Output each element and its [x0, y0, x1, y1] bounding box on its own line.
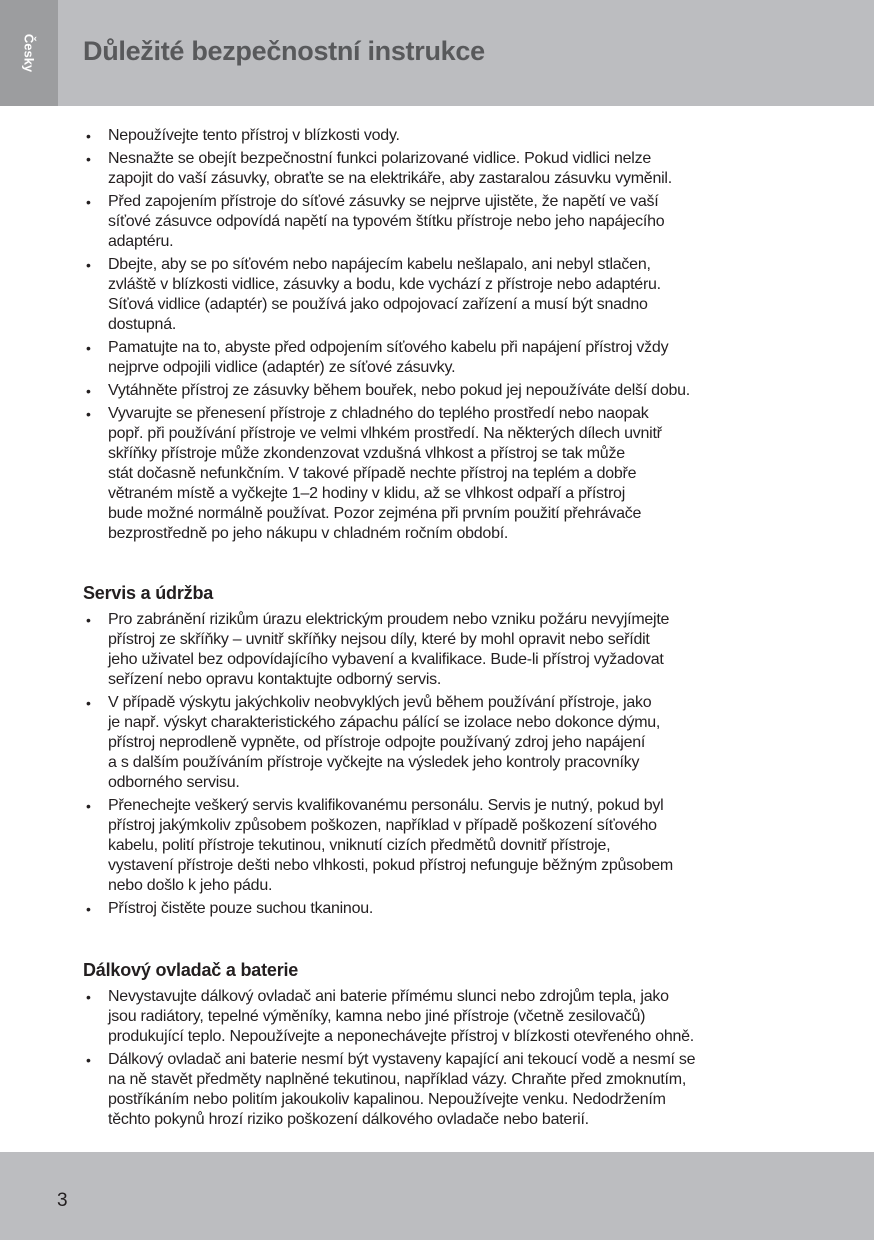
text-line: kabelu, polití přístroje tekutinou, vniknutí cizích předmětů dovnitř přístroje, [108, 837, 611, 854]
text-line: na ně stavět předměty naplněné tekutinou, například vázy. Chraňte před zmoknutím, [108, 1071, 687, 1088]
language-label: Česky [21, 33, 37, 73]
text-line: Vytáhněte přístroj ze zásuvky během bouřek, nebo pokud jej nepoužíváte delší dobu. [108, 382, 690, 399]
text-line: vystavení přístroje dešti nebo vlhkosti, pokud přístroj nefunguje běžným způsobem [108, 857, 673, 874]
page-title: Důležité bezpečnostní instrukce [83, 36, 485, 66]
text-line: zapojit do vaší zásuvky, obraťte se na elektrikáře, aby zastaralou zásuvku vyměnil. [108, 170, 672, 187]
text-line: V případě výskytu jakýchkoliv neobvyklých jevů během používání přístroje, jako [108, 694, 652, 711]
section-heading: Dálkový ovladač a baterie [83, 960, 299, 980]
bullet-list [83, 987, 823, 1130]
list-item [83, 1050, 823, 1130]
text-line: Síťová vidlice (adaptér) se používá jako odpojovací zařízení a musí být snadno [108, 296, 648, 313]
section-remote-batteries [83, 959, 823, 1133]
list-item [83, 610, 823, 690]
text-line: Pamatujte na to, abyste před odpojením síťového kabelu při napájení přístroj vždy [108, 339, 669, 356]
text-line: zvláště v blízkosti vidlice, zásuvky a bodu, kde vychází z přístroje nebo adaptéru. [108, 276, 661, 293]
bullet-icon: • [86, 151, 91, 167]
text-line: Dbejte, aby se po síťovém nebo napájecím kabelu nešlapalo, ani nebyl stlačen, [108, 256, 651, 273]
text-line: adaptéru. [108, 233, 174, 250]
text-line: popř. při používání přístroje ve velmi vlhkém prostředí. Na některých dílech uvnitř [108, 425, 662, 442]
list-item [83, 381, 823, 401]
text-line: seřízení nebo opravu kontaktujte odborný servis. [108, 671, 442, 688]
text-line: skříňky přístroje může zkondenzovat vzdušná vlhkost a přístroj se tak může [108, 445, 625, 462]
text-line: jsou radiátory, tepelné výměníky, kamna nebo jiné přístroje (včetně zesilovačů) [108, 1008, 646, 1025]
text-line: přístroj neprodleně vypněte, od přístroje odpojte používaný zdroj jeho napájení [108, 734, 646, 751]
bullet-icon: • [86, 989, 91, 1005]
text-line: Přenechejte veškerý servis kvalifikovanému personálu. Servis je nutný, pokud byl [108, 797, 664, 814]
bullet-icon: • [86, 257, 91, 273]
bullet-icon: • [86, 340, 91, 356]
text-line: větraném místě a vyčkejte 1–2 hodiny v klidu, až se vlhkost odpaří a přístroj [108, 485, 625, 502]
bullet-list [83, 610, 823, 919]
bullet-icon: • [86, 1052, 91, 1068]
bullet-icon: • [86, 798, 91, 814]
text-line: jeho uživatel bez odpovídajícího vybavení a kvalifikace. Bude-li přístroj vyžadovat [108, 651, 664, 668]
bullet-icon: • [86, 406, 91, 422]
section-service [83, 582, 823, 922]
text-line: Vyvarujte se přenesení přístroje z chladného do teplého prostředí nebo naopak [108, 405, 649, 422]
text-line: bezprostředně po jeho nákupu v chladném ročním období. [108, 525, 509, 542]
list-item [83, 255, 823, 335]
list-item [83, 796, 823, 896]
text-line: Přístroj čistěte pouze suchou tkaninou. [108, 900, 374, 917]
section-heading: Servis a údržba [83, 583, 214, 603]
text-line: Pro zabránění rizikům úrazu elektrickým proudem nebo vzniku požáru nevyjímejte [108, 611, 670, 628]
text-line: nejprve odpojili vidlice (adaptér) ze síťové zásuvky. [108, 359, 456, 376]
text-line: bude možné normálně používat. Pozor zejména při prvním použití přehrávače [108, 505, 642, 522]
list-item [83, 338, 823, 378]
bullet-icon: • [86, 695, 91, 711]
bullet-list [83, 126, 823, 544]
text-line: Nesnažte se obejít bezpečnostní funkci polarizované vidlice. Pokud vidlici nelze [108, 150, 651, 167]
text-line: těchto pokynů hrozí riziko poškození dálkového ovladače nebo baterií. [108, 1111, 589, 1128]
bullet-icon: • [86, 383, 91, 399]
text-line: přístroj jakýmkoliv způsobem poškozen, například v případě poškození síťového [108, 817, 657, 834]
bullet-icon: • [86, 901, 91, 917]
list-item [83, 149, 823, 189]
text-line: a s dalším používáním přístroje vyčkejte na výsledek jeho kontroly pracovníky [108, 754, 640, 771]
list-item [83, 899, 823, 919]
section-safety [83, 126, 823, 547]
bullet-icon: • [86, 194, 91, 210]
text-line: nebo došlo k jeho pádu. [108, 877, 273, 894]
page-number: 3 [57, 1190, 68, 1211]
text-line: postříkáním nebo politím jakoukoliv kapalinou. Nepoužívejte venku. Nedodržením [108, 1091, 666, 1108]
list-item [83, 192, 823, 252]
text-line: Nepoužívejte tento přístroj v blízkosti vody. [108, 127, 400, 144]
text-line: produkující teplo. Nepoužívejte a neponechávejte přístroj v blízkosti otevřeného ohně. [108, 1028, 694, 1045]
text-line: Dálkový ovladač ani baterie nesmí být vystaveny kapající ani tekoucí vodě a nesmí se [108, 1051, 696, 1068]
bullet-icon: • [86, 612, 91, 628]
text-line: stát dočasně nefunkčním. V takové případě nechte přístroj na teplém a dobře [108, 465, 637, 482]
list-item [83, 404, 823, 544]
text-line: Nevystavujte dálkový ovladač ani baterie přímému slunci nebo zdrojům tepla, jako [108, 988, 669, 1005]
page-header [0, 0, 874, 106]
page-footer [0, 1152, 874, 1240]
list-item [83, 693, 823, 793]
text-line: přístroj ze skříňky – uvnitř skříňky nejsou díly, které by mohl opravit nebo seřídit [108, 631, 650, 648]
text-line: je např. výskyt charakteristického zápachu pálící se izolace nebo dokonce dýmu, [108, 714, 661, 731]
bullet-icon: • [86, 128, 91, 144]
text-line: Před zapojením přístroje do síťové zásuvky se nejprve ujistěte, že napětí ve vaší [108, 193, 659, 210]
list-item [83, 987, 823, 1047]
list-item [83, 126, 823, 146]
text-line: odborného servisu. [108, 774, 240, 791]
text-line: síťové zásuvce odpovídá napětí na typovém štítku přístroje nebo jeho napájecího [108, 213, 665, 230]
language-tab [0, 0, 58, 106]
text-line: dostupná. [108, 316, 177, 333]
